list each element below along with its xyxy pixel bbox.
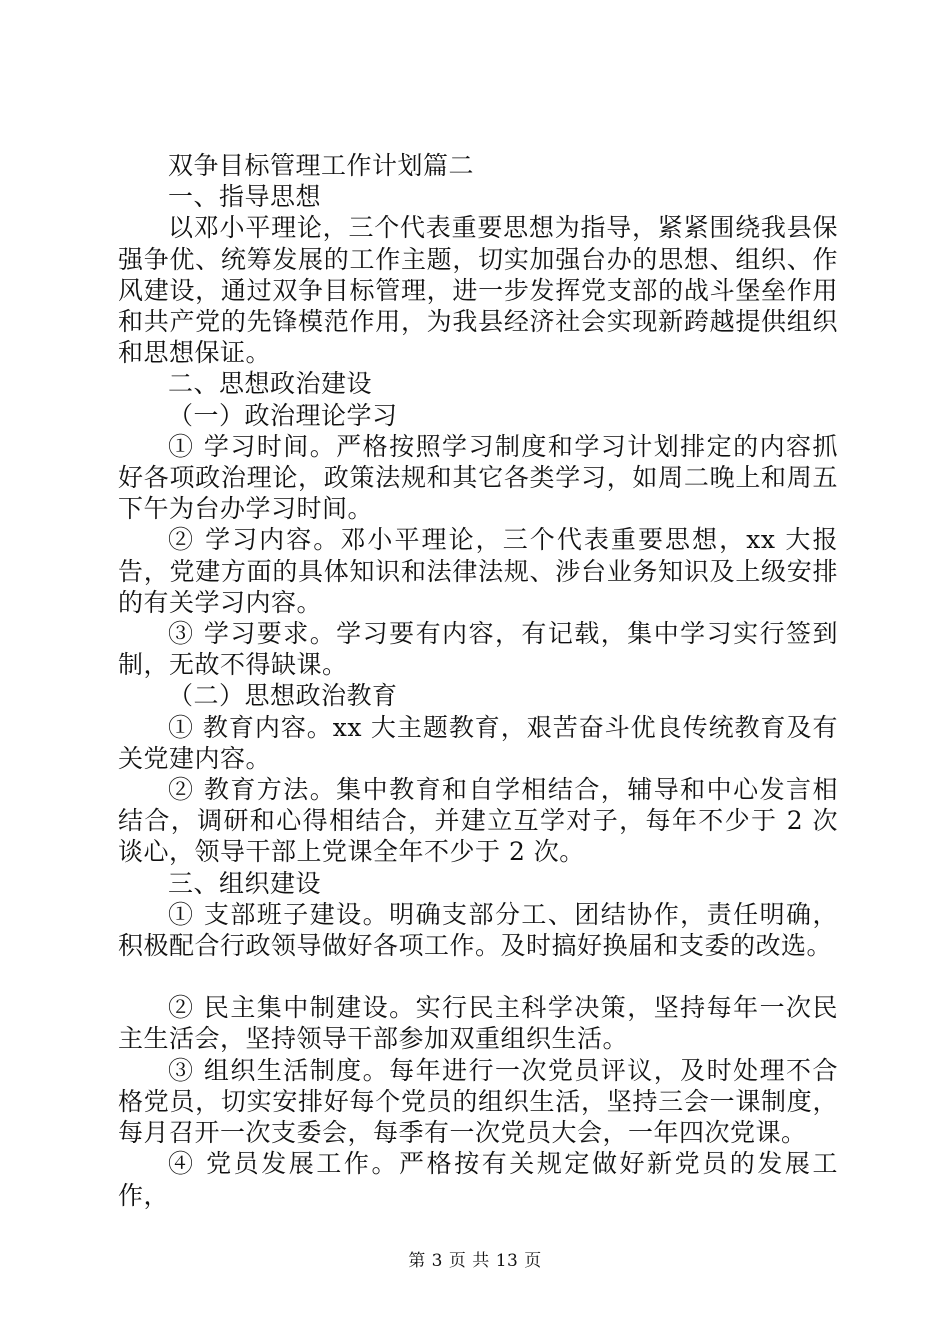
paragraph-democratic-centralism: ② 民主集中制建设。实行民主科学决策，坚持每年一次民主生活会，坚持领导干部参加双重组织生活。: [118, 993, 838, 1054]
section-heading-organization: 三、组织建设: [168, 868, 322, 898]
section-heading-ideological-political: 二、思想政治建设: [168, 369, 373, 399]
section-heading-guiding-ideology: 一、指导思想: [168, 182, 322, 212]
paragraph-study-time: ① 学习时间。严格按照学习制度和学习计划排定的内容抓好各项政治理论，政策法规和其它各类学习，如周二晚上和周五下午为台办学习时间。: [118, 431, 838, 524]
paragraph-education-content: ① 教育内容。xx 大主题教育，艰苦奋斗优良传统教育及有关党建内容。: [118, 712, 838, 773]
subsection-heading-theory-study: （一）政治理论学习: [168, 400, 398, 430]
paragraph-education-method: ② 教育方法。集中教育和自学相结合，辅导和中心发言相结合，调研和心得相结合，并建立互学对子，每年不少于 2 次谈心，领导干部上党课全年不少于 2 次。: [118, 775, 838, 867]
paragraph-guiding-ideology: 以邓小平理论，三个代表重要思想为指导，紧紧围绕我县保强争优、统筹发展的工作主题，切实加强台办的思想、组织、作风建设，通过双争目标管理，进一步发挥党支部的战斗堡垒作用和共产党的先锋模范作用，为我县经济社会实现新跨越提供组织和思想保证。: [118, 213, 838, 368]
paragraph-organizational-life: ③ 组织生活制度。每年进行一次党员评议，及时处理不合格党员，切实安排好每个党员的组织生活，坚持三会一课制度，每月召开一次支委会，每季有一次党员大会，一年四次党课。: [118, 1055, 838, 1148]
paragraph-study-content: ② 学习内容。邓小平理论，三个代表重要思想，xx 大报告，党建方面的具体知识和法律法规、涉台业务知识及上级安排的有关学习内容。: [118, 525, 838, 617]
doc-title: 双争目标管理工作计划篇二: [168, 151, 475, 180]
page-number: 第 3 页 共 13 页: [408, 1251, 542, 1271]
document-body: [118, 150, 838, 1211]
paragraph-study-requirements: ③ 学习要求。学习要有内容，有记载，集中学习实行签到制，无故不得缺课。: [118, 619, 838, 680]
paragraph-member-development: ④ 党员发展工作。严格按有关规定做好新党员的发展工作，: [118, 1149, 838, 1210]
subsection-heading-education: （二）思想政治教育: [168, 681, 398, 711]
paragraph-branch-team: ① 支部班子建设。明确支部分工、团结协作，责任明确，积极配合行政领导做好各项工作。及时搞好换届和支委的改选。: [118, 899, 838, 961]
